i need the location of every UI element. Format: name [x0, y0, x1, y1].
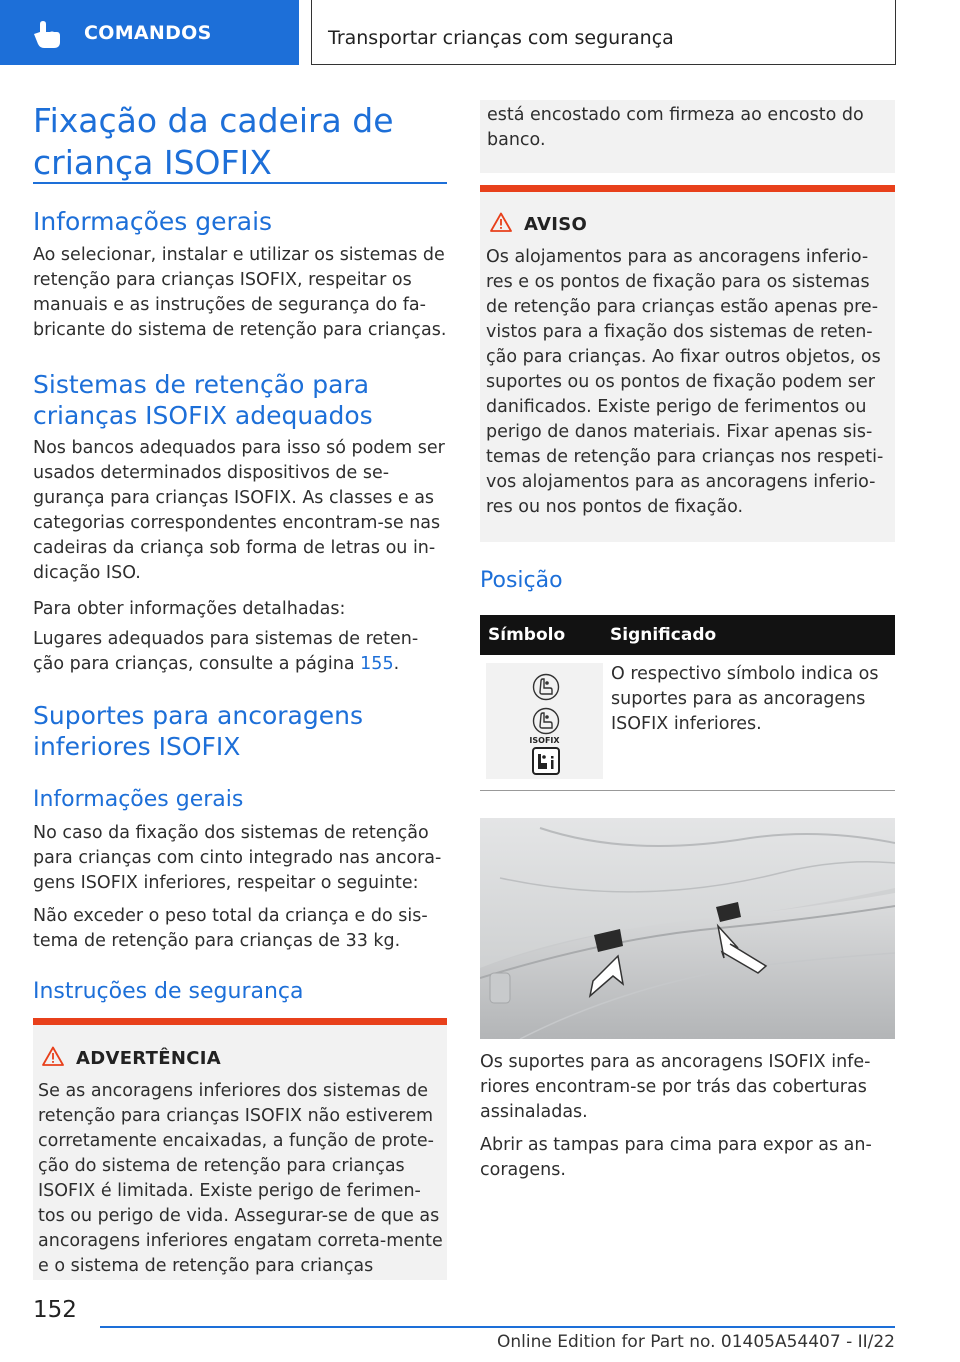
- paragraph-weight-limit: Não exceder o peso total da criança e do sis-tema de retenção para crianças de 33 kg.: [33, 906, 428, 951]
- page-link[interactable]: 155: [360, 654, 394, 674]
- notice-top-bar: [480, 185, 895, 192]
- heading-position: Posição: [480, 568, 563, 593]
- table-col-symbol: Símbolo: [488, 625, 566, 645]
- chapter-title: Transportar crianças com segurança: [328, 27, 674, 49]
- page-number: 152: [33, 1297, 77, 1323]
- paragraph-page-ref: [33, 627, 447, 677]
- edition-info: Online Edition for Part no. 01405A54407 - II/22: [496, 1332, 895, 1352]
- paragraph-detail-info: Para obter informações detalhadas:: [33, 599, 346, 619]
- warning-text: Se as ancoragens inferiores dos sistemas de retenção para crianças ISOFIX não estiverem corretamente encaixadas, a função de prote-ção do sistema de retenção para crianças ISOFIX é limitada. Existe perigo de ferimen-tos ou perigo de vida. Assegurar-se de que as ancoragens inferiores engatam correta-mente e o sistema de retenção para crianças: [38, 1081, 443, 1276]
- continued-text: está encostado com firmeza ao encosto do banco.: [487, 105, 864, 150]
- heading-safety-instructions: Instruções de segurança: [33, 979, 304, 1004]
- table-bottom-rule: [480, 790, 895, 791]
- rear-seat-isofix-photo: [480, 818, 895, 1039]
- notice-text: Os alojamentos para as ancoragens inferio-res e os pontos de fixação para os sistemas de retenção para crianças estão apenas pre-vistos para a fixação dos sistemas de reten-ção para crianças. Ao fixar outros objetos, os suportes ou os pontos de fixação podem ser danificados. Existe perigo de ferimentos ou perigo de danos materiais. Fixar apenas sis-temas de retenção para crianças nos respeti-vos alojamentos para as ancoragens inferio-res ou nos pontos de fixação.: [486, 247, 884, 517]
- section-tab[interactable]: [0, 0, 299, 65]
- heading-general-info: Informações gerais: [33, 207, 273, 236]
- subheading-general-info: Informações gerais: [33, 787, 244, 812]
- paragraph-suitable-systems: Nos bancos adequados para isso só podem ser usados determinados dispositivos de se-gurança para crianças ISOFIX. As classes e as categorias correspondentes encontram-se nas cadeiras da criança sob forma de letras ou in-dicação ISO.: [33, 438, 445, 583]
- photo-caption: Os suportes para as ancoragens ISOFIX infe-riores encontram-se por trás das coberturas assinaladas.: [480, 1052, 871, 1122]
- isofix-label: ISOFIX: [529, 736, 560, 745]
- notice-title: AVISO: [524, 214, 588, 235]
- title-divider: [33, 182, 447, 184]
- warning-title: ADVERTÊNCIA: [76, 1048, 221, 1069]
- page-ref-prefix: Lugares adequados para sistemas de reten-ção para crianças, consulte a página: [33, 629, 419, 674]
- paragraph-general-info: Ao selecionar, instalar e utilizar os sistemas de retenção para crianças ISOFIX, respeitar os manuais e as instruções de segurança do fa-bricante do sistema de retenção para crianças.: [33, 245, 447, 340]
- instruction-text: Abrir as tampas para cima para expor as an-coragens.: [480, 1135, 872, 1180]
- isofix-seat-labeled-icon: [532, 707, 560, 735]
- paragraph-anchor-info: No caso da fixação dos sistemas de retenção para crianças com cinto integrado nas ancora-gens ISOFIX inferiores, respeitar o seguinte:: [33, 823, 442, 893]
- page-title: Fixação da cadeira de criança ISOFIX: [33, 101, 394, 182]
- heading-anchor-supports: Suportes para ancoragens inferiores ISOFIX: [33, 701, 363, 761]
- warning-top-bar: [33, 1018, 447, 1025]
- hand-pointer-icon: [30, 20, 64, 50]
- isofix-seat-info-icon: [532, 747, 560, 775]
- table-meaning-text: O respectivo símbolo indica os suportes para as ancoragens ISOFIX inferiores.: [611, 664, 879, 734]
- table-header: [480, 615, 895, 655]
- symbol-cell: [486, 663, 603, 779]
- heading-suitable-systems: Sistemas de retenção para crianças ISOFIX adequados: [33, 370, 373, 430]
- notice-triangle-icon: [490, 212, 512, 232]
- section-label: COMANDOS: [84, 22, 212, 44]
- footer-divider: [100, 1326, 895, 1328]
- page-ref-suffix: .: [393, 654, 400, 674]
- chapter-header: [311, 0, 896, 65]
- table-col-meaning: Significado: [610, 625, 717, 645]
- isofix-seat-circle-icon: [532, 673, 560, 701]
- warning-triangle-icon: [42, 1046, 64, 1066]
